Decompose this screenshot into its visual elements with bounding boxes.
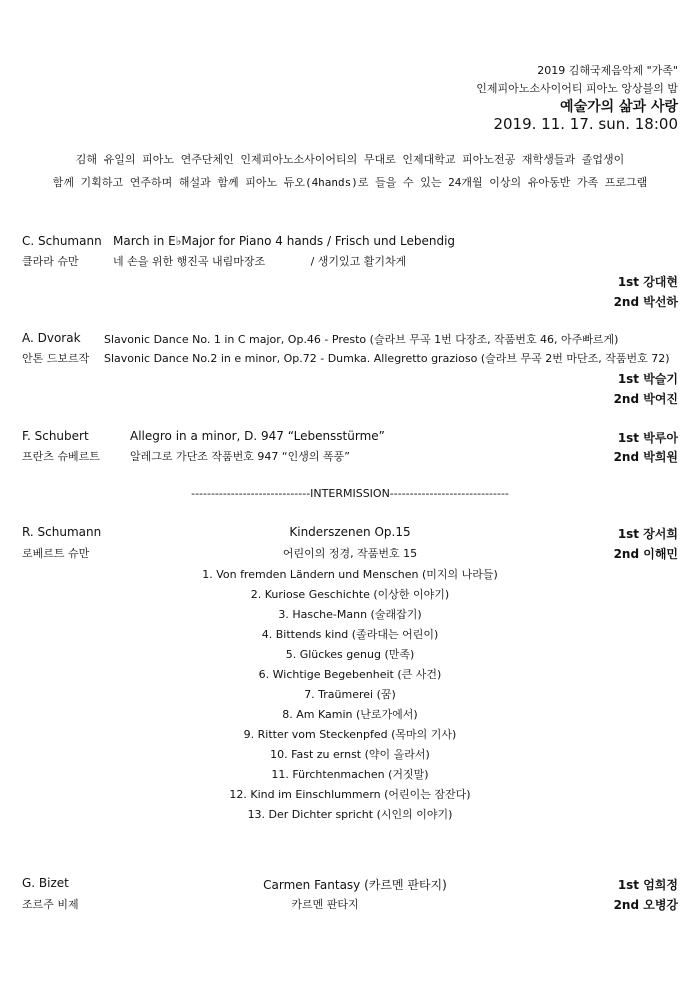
movement-item: 3. Hasche-Mann (술래잡기) [278,608,422,621]
composer-name-ko: 클라라 슈만 [22,255,79,268]
performer-first: 1st 박슬기 [617,372,678,386]
work-title-en: March in E♭Major for Piano 4 hands / Frisch und Lebendig [113,234,456,248]
movement-item: 7. Traümerei (꿈) [304,688,396,701]
movement-item: 13. Der Dichter spricht (시인의 이야기) [247,808,453,821]
performer-second: 2nd 박여진 [613,392,678,406]
work-title-ko: 알레그로 가단조 작품번호 947 “인생의 폭풍” [130,450,350,463]
movement-item: 8. Am Kamin (난로가에서) [282,708,418,721]
composer-name-en: R. Schumann [22,525,102,539]
festival-name: 2019 김해국제음악제 "가족" [537,64,678,77]
intro-line-1: 김해 유일의 피아노 연주단체인 인제피아노소사이어티의 무대로 인제대학교 피아노전공 재학생들과 졸업생이 [75,153,625,166]
composer-name-en: A. Dvorak [22,331,81,345]
composer-name-ko: 프란츠 슈베르트 [22,450,100,463]
performer-first: 1st 장서희 [617,527,678,541]
composer-name-en: F. Schubert [22,429,89,443]
performer-first: 1st 엄희정 [617,878,678,892]
composer-name-ko: 조르주 비제 [22,898,79,911]
movement-item: 10. Fast zu ernst (약이 올라서) [270,748,430,761]
movement-item: 1. Von fremden Ländern und Menschen (미지의 나라들) [202,568,498,581]
performer-second: 2nd 오병강 [613,898,678,912]
composer-name-ko: 안톤 드보르작 [22,352,90,365]
concert-date: 2019. 11. 17. sun. 18:00 [493,115,678,133]
performer-second: 2nd 박희원 [613,450,678,464]
performer-first: 1st 박루아 [617,431,678,445]
work-title-1: Slavonic Dance No. 1 in C major, Op.46 - Presto (슬라브 무곡 1번 다장조, 작품번호 46, 아주빠르게) [104,333,619,346]
movement-item: 12. Kind im Einschlummern (어린이는 잠잔다) [229,788,471,801]
movement-item: 4. Bittends kind (졸라대는 어린이) [261,628,439,641]
movement-item: 2. Kuriose Geschichte (이상한 이야기) [250,588,450,601]
work-title-ko: 어린이의 정경, 작품번호 15 [282,547,418,560]
page-title: 예술가의 삶과 사랑 [560,99,678,115]
composer-name-en: G. Bizet [22,876,69,890]
movement-item: 11. Fürchtenmachen (거짓말) [271,768,429,781]
work-title-ko: 네 손을 위한 행진곡 내림마장조 / 생기있고 활기차게 [113,255,407,268]
work-title-2: Slavonic Dance No.2 in e minor, Op.72 - Dumka. Allegretto grazioso (슬라브 무곡 2번 마단조, 작품번호 72) [104,352,670,365]
composer-name-en: C. Schumann [22,234,102,248]
movement-item: 5. Glückes genug (만족) [285,648,415,661]
performer-second: 2nd 박선하 [613,295,678,309]
work-title-en: Kinderszenen Op.15 [289,525,411,539]
performer-second: 2nd 이해민 [613,547,678,561]
movement-item: 9. Ritter vom Steckenpfed (목마의 기사) [243,728,457,741]
intermission-divider: ------------------------------INTERMISSION------------------------------ [191,487,509,500]
work-title-ko: 카르멘 판타지 [291,898,359,911]
movement-item: 6. Wichtige Begebenheit (큰 사건) [258,668,442,681]
work-title-en: Carmen Fantasy (카르멘 판타지) [263,878,447,892]
composer-name-ko: 로베르트 슈만 [22,547,90,560]
intro-line-2: 함께 기획하고 연주하며 해설과 함께 피아노 듀오(4hands)로 들을 수 있는 24개월 이상의 유아동반 가족 프로그램 [52,176,648,189]
work-title-en: Allegro in a minor, D. 947 “Lebensstürme” [130,429,385,443]
performer-first: 1st 강대현 [617,275,678,289]
concert-series: 인제피아노소사이어티 피아노 앙상블의 밤 [476,82,678,95]
